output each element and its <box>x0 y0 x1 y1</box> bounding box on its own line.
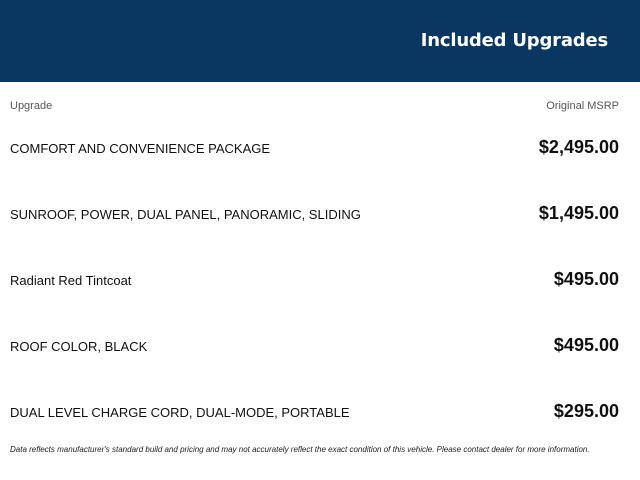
upgrade-price: $495.00 <box>553 269 619 289</box>
upgrade-price: $295.00 <box>553 401 619 421</box>
upgrade-price: $1,495.00 <box>538 203 619 223</box>
upgrade-list <box>10 115 619 445</box>
list-item <box>10 115 619 181</box>
upgrade-name: DUAL LEVEL CHARGE CORD, DUAL-MODE, PORTABLE <box>10 405 350 420</box>
column-headers <box>10 100 619 114</box>
upgrade-name: COMFORT AND CONVENIENCE PACKAGE <box>10 141 271 156</box>
column-header-upgrade: Upgrade <box>10 100 53 112</box>
page-title: Included Upgrades <box>420 30 608 51</box>
upgrade-name: SUNROOF, POWER, DUAL PANEL, PANORAMIC, SLIDING <box>10 207 361 222</box>
list-item <box>10 181 619 247</box>
upgrade-price: $2,495.00 <box>538 137 619 157</box>
upgrade-name: ROOF COLOR, BLACK <box>10 339 148 354</box>
upgrade-name: Radiant Red Tintcoat <box>10 273 132 288</box>
list-item <box>10 247 619 313</box>
header-bar <box>0 0 640 82</box>
list-item <box>10 379 619 445</box>
column-header-msrp: Original MSRP <box>546 100 619 112</box>
upgrade-price: $495.00 <box>553 335 619 355</box>
list-item <box>10 313 619 379</box>
disclaimer-text: Data reflects manufacturer's standard build and pricing and may not accurately reflect the exact condition of this vehicle. Please contact dealer for more information. <box>10 445 590 454</box>
